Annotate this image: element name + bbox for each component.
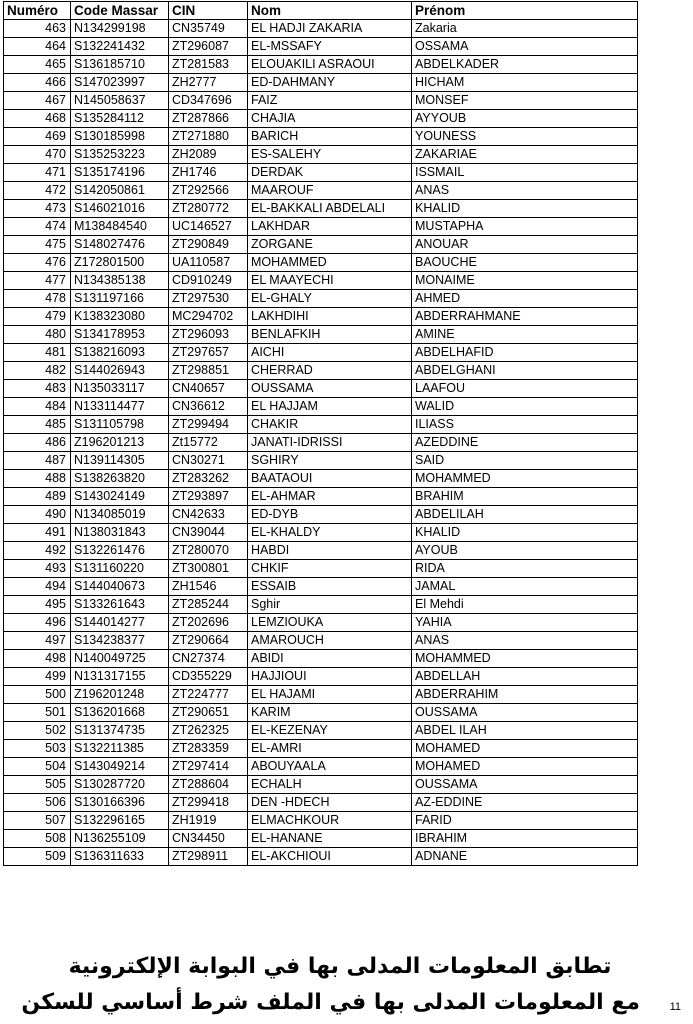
table-row (4, 578, 638, 596)
cell-numero: 487 (4, 452, 71, 470)
table-row (4, 452, 638, 470)
cell-prenom: OUSSAMA (412, 704, 638, 722)
cell-nom: Sghir (248, 596, 412, 614)
cell-prenom: RIDA (412, 560, 638, 578)
cell-prenom: MONSEF (412, 92, 638, 110)
cell-nom: HABDI (248, 542, 412, 560)
table-row (4, 326, 638, 344)
cell-cin: Zt15772 (169, 434, 248, 452)
cell-prenom: ABDELLAH (412, 668, 638, 686)
cell-numero: 492 (4, 542, 71, 560)
cell-nom: ED-DAHMANY (248, 74, 412, 92)
table-row (4, 20, 638, 38)
cell-prenom: KHALID (412, 524, 638, 542)
cell-numero: 507 (4, 812, 71, 830)
cell-prenom: ABDERRAHMANE (412, 308, 638, 326)
cell-code-massar: S142050861 (71, 182, 169, 200)
cell-numero: 470 (4, 146, 71, 164)
cell-numero: 494 (4, 578, 71, 596)
table-row (4, 524, 638, 542)
cell-nom: ELMACHKOUR (248, 812, 412, 830)
cell-cin: CN42633 (169, 506, 248, 524)
table-row (4, 650, 638, 668)
table-row (4, 218, 638, 236)
cell-nom: LAKHDAR (248, 218, 412, 236)
cell-numero: 500 (4, 686, 71, 704)
cell-nom: CHKIF (248, 560, 412, 578)
cell-numero: 476 (4, 254, 71, 272)
cell-cin: CN34450 (169, 830, 248, 848)
cell-nom: AMAROUCH (248, 632, 412, 650)
cell-cin: ZT283359 (169, 740, 248, 758)
cell-nom: EL-AHMAR (248, 488, 412, 506)
cell-nom: AICHI (248, 344, 412, 362)
table-row (4, 110, 638, 128)
table-row (4, 182, 638, 200)
cell-nom: ESSAIB (248, 578, 412, 596)
cell-numero: 480 (4, 326, 71, 344)
cell-nom: EL-AMRI (248, 740, 412, 758)
table-row (4, 668, 638, 686)
cell-prenom: OSSAMA (412, 38, 638, 56)
table-row (4, 560, 638, 578)
table-row (4, 38, 638, 56)
cell-prenom: YAHIA (412, 614, 638, 632)
cell-numero: 471 (4, 164, 71, 182)
cell-prenom: AMINE (412, 326, 638, 344)
table-row (4, 794, 638, 812)
cell-code-massar: N133114477 (71, 398, 169, 416)
cell-prenom: Zakaria (412, 20, 638, 38)
header-code-massar: Code Massar (71, 2, 169, 20)
cell-numero: 473 (4, 200, 71, 218)
cell-code-massar: S143049214 (71, 758, 169, 776)
cell-prenom: JAMAL (412, 578, 638, 596)
cell-code-massar: Z196201248 (71, 686, 169, 704)
cell-prenom: AZ-EDDINE (412, 794, 638, 812)
cell-cin: ZT280772 (169, 200, 248, 218)
cell-cin: ZT288604 (169, 776, 248, 794)
cell-nom: CHERRAD (248, 362, 412, 380)
cell-numero: 474 (4, 218, 71, 236)
cell-numero: 508 (4, 830, 71, 848)
table-row (4, 236, 638, 254)
cell-cin: UC146527 (169, 218, 248, 236)
table-row (4, 758, 638, 776)
cell-code-massar: N134085019 (71, 506, 169, 524)
cell-prenom: MOHAMMED (412, 650, 638, 668)
cell-code-massar: S136185710 (71, 56, 169, 74)
notice-line-2: مع المعلومات المدلى بها في الملف شرط أساسي للسكن (21, 990, 640, 1015)
cell-prenom: IBRAHIM (412, 830, 638, 848)
table-row (4, 74, 638, 92)
cell-numero: 501 (4, 704, 71, 722)
table-body (4, 20, 638, 866)
cell-nom: LAKHDIHI (248, 308, 412, 326)
cell-cin: CN35749 (169, 20, 248, 38)
cell-code-massar: S131105798 (71, 416, 169, 434)
header-nom: Nom (248, 2, 412, 20)
cell-numero: 486 (4, 434, 71, 452)
cell-code-massar: N136255109 (71, 830, 169, 848)
cell-cin: CN39044 (169, 524, 248, 542)
cell-prenom: ABDELKADER (412, 56, 638, 74)
cell-code-massar: N138031843 (71, 524, 169, 542)
table-row (4, 308, 638, 326)
cell-code-massar: S138263820 (71, 470, 169, 488)
table-row (4, 704, 638, 722)
cell-code-massar: S130166396 (71, 794, 169, 812)
cell-nom: EL-MSSAFY (248, 38, 412, 56)
cell-numero: 464 (4, 38, 71, 56)
cell-cin: CD347696 (169, 92, 248, 110)
cell-cin: UA110587 (169, 254, 248, 272)
cell-code-massar: S143024149 (71, 488, 169, 506)
cell-prenom: ABDEL ILAH (412, 722, 638, 740)
cell-cin: ZT297657 (169, 344, 248, 362)
cell-prenom: SAID (412, 452, 638, 470)
table-row (4, 398, 638, 416)
cell-code-massar: S136311633 (71, 848, 169, 866)
cell-code-massar: S135284112 (71, 110, 169, 128)
cell-nom: FAIZ (248, 92, 412, 110)
cell-numero: 465 (4, 56, 71, 74)
page-number: 11 (669, 1001, 681, 1013)
table-row (4, 434, 638, 452)
cell-nom: EL-AKCHIOUI (248, 848, 412, 866)
cell-nom: MAAROUF (248, 182, 412, 200)
cell-code-massar: S134238377 (71, 632, 169, 650)
cell-prenom: MOHAMED (412, 740, 638, 758)
table-row (4, 254, 638, 272)
table-row (4, 146, 638, 164)
header-cin: CIN (169, 2, 248, 20)
cell-cin: ZT202696 (169, 614, 248, 632)
cell-numero: 503 (4, 740, 71, 758)
cell-nom: EL-BAKKALI ABDELALI (248, 200, 412, 218)
table-row (4, 776, 638, 794)
cell-prenom: LAAFOU (412, 380, 638, 398)
cell-code-massar: Z172801500 (71, 254, 169, 272)
cell-cin: ZT285244 (169, 596, 248, 614)
cell-prenom: AHMED (412, 290, 638, 308)
cell-cin: CD910249 (169, 272, 248, 290)
cell-numero: 498 (4, 650, 71, 668)
cell-nom: EL-KHALDY (248, 524, 412, 542)
cell-nom: EL HAJAMI (248, 686, 412, 704)
cell-code-massar: S136201668 (71, 704, 169, 722)
cell-nom: EL-KEZENAY (248, 722, 412, 740)
cell-prenom: FARID (412, 812, 638, 830)
cell-nom: ELOUAKILI ASRAOUI (248, 56, 412, 74)
cell-cin: CN30271 (169, 452, 248, 470)
table-row (4, 614, 638, 632)
cell-prenom: WALID (412, 398, 638, 416)
cell-code-massar: S130287720 (71, 776, 169, 794)
table-row (4, 812, 638, 830)
cell-cin: ZH2777 (169, 74, 248, 92)
table-row (4, 92, 638, 110)
table-row (4, 848, 638, 866)
cell-code-massar: N139114305 (71, 452, 169, 470)
cell-numero: 488 (4, 470, 71, 488)
cell-cin: ZT281583 (169, 56, 248, 74)
cell-nom: MOHAMMED (248, 254, 412, 272)
cell-numero: 490 (4, 506, 71, 524)
cell-code-massar: M138484540 (71, 218, 169, 236)
cell-nom: SGHIRY (248, 452, 412, 470)
cell-numero: 469 (4, 128, 71, 146)
table-header-row (4, 2, 638, 20)
cell-numero: 499 (4, 668, 71, 686)
cell-numero: 463 (4, 20, 71, 38)
cell-prenom: ADNANE (412, 848, 638, 866)
cell-cin: ZT299418 (169, 794, 248, 812)
cell-cin: ZT290651 (169, 704, 248, 722)
cell-numero: 489 (4, 488, 71, 506)
cell-prenom: AZEDDINE (412, 434, 638, 452)
cell-cin: ZT297414 (169, 758, 248, 776)
cell-prenom: ANAS (412, 182, 638, 200)
cell-cin: ZT287866 (169, 110, 248, 128)
cell-numero: 504 (4, 758, 71, 776)
cell-code-massar: S132296165 (71, 812, 169, 830)
cell-nom: ECHALH (248, 776, 412, 794)
cell-nom: EL HAJJAM (248, 398, 412, 416)
cell-numero: 509 (4, 848, 71, 866)
cell-numero: 505 (4, 776, 71, 794)
notice-line-1: تطابق المعلومات المدلى بها في البوابة الإلكترونية (68, 954, 612, 979)
table-row (4, 128, 638, 146)
cell-nom: DEN -HDECH (248, 794, 412, 812)
cell-code-massar: S131197166 (71, 290, 169, 308)
cell-numero: 479 (4, 308, 71, 326)
cell-prenom: ILIASS (412, 416, 638, 434)
cell-numero: 493 (4, 560, 71, 578)
cell-code-massar: K138323080 (71, 308, 169, 326)
cell-code-massar: N131317155 (71, 668, 169, 686)
cell-cin: ZT290664 (169, 632, 248, 650)
cell-nom: CHAJIA (248, 110, 412, 128)
cell-cin: ZT298851 (169, 362, 248, 380)
cell-prenom: ISSMAIL (412, 164, 638, 182)
table-row (4, 632, 638, 650)
cell-code-massar: S130185998 (71, 128, 169, 146)
table-row (4, 416, 638, 434)
cell-cin: CD355229 (169, 668, 248, 686)
cell-cin: ZT290849 (169, 236, 248, 254)
cell-nom: ABIDI (248, 650, 412, 668)
table-row (4, 380, 638, 398)
cell-cin: ZH1546 (169, 578, 248, 596)
cell-numero: 478 (4, 290, 71, 308)
cell-numero: 472 (4, 182, 71, 200)
cell-cin: CN40657 (169, 380, 248, 398)
cell-code-massar: S135174196 (71, 164, 169, 182)
cell-numero: 484 (4, 398, 71, 416)
cell-code-massar: S147023997 (71, 74, 169, 92)
cell-numero: 506 (4, 794, 71, 812)
cell-numero: 468 (4, 110, 71, 128)
table-row (4, 290, 638, 308)
cell-code-massar: S144040673 (71, 578, 169, 596)
cell-prenom: HICHAM (412, 74, 638, 92)
cell-prenom: ZAKARIAE (412, 146, 638, 164)
cell-nom: BENLAFKIH (248, 326, 412, 344)
cell-code-massar: N145058637 (71, 92, 169, 110)
cell-code-massar: S144014277 (71, 614, 169, 632)
cell-prenom: ANAS (412, 632, 638, 650)
cell-nom: EL MAAYECHI (248, 272, 412, 290)
cell-code-massar: Z196201213 (71, 434, 169, 452)
cell-nom: BAATAOUI (248, 470, 412, 488)
cell-cin: ZT292566 (169, 182, 248, 200)
cell-numero: 483 (4, 380, 71, 398)
cell-numero: 467 (4, 92, 71, 110)
table-row (4, 740, 638, 758)
cell-code-massar: S132211385 (71, 740, 169, 758)
cell-prenom: MOHAMED (412, 758, 638, 776)
cell-cin: CN27374 (169, 650, 248, 668)
cell-code-massar: S132261476 (71, 542, 169, 560)
cell-prenom: OUSSAMA (412, 776, 638, 794)
cell-prenom: AYYOUB (412, 110, 638, 128)
cell-nom: EL-HANANE (248, 830, 412, 848)
cell-cin: ZT298911 (169, 848, 248, 866)
cell-code-massar: S131160220 (71, 560, 169, 578)
cell-nom: EL-GHALY (248, 290, 412, 308)
table-row (4, 470, 638, 488)
cell-numero: 485 (4, 416, 71, 434)
cell-code-massar: S135253223 (71, 146, 169, 164)
table-row (4, 596, 638, 614)
cell-nom: BARICH (248, 128, 412, 146)
cell-nom: LEMZIOUKA (248, 614, 412, 632)
cell-numero: 496 (4, 614, 71, 632)
cell-nom: ED-DYB (248, 506, 412, 524)
cell-cin: ZT283262 (169, 470, 248, 488)
cell-prenom: ABDELILAH (412, 506, 638, 524)
cell-prenom: MUSTAPHA (412, 218, 638, 236)
cell-numero: 481 (4, 344, 71, 362)
table-row (4, 272, 638, 290)
cell-code-massar: S146021016 (71, 200, 169, 218)
cell-cin: MC294702 (169, 308, 248, 326)
cell-numero: 495 (4, 596, 71, 614)
cell-code-massar: S148027476 (71, 236, 169, 254)
cell-code-massar: N135033117 (71, 380, 169, 398)
table-row (4, 506, 638, 524)
cell-nom: KARIM (248, 704, 412, 722)
cell-numero: 477 (4, 272, 71, 290)
cell-code-massar: S133261643 (71, 596, 169, 614)
cell-numero: 475 (4, 236, 71, 254)
cell-prenom: BAOUCHE (412, 254, 638, 272)
cell-nom: ABOUYAALA (248, 758, 412, 776)
cell-cin: ZH1919 (169, 812, 248, 830)
cell-code-massar: N140049725 (71, 650, 169, 668)
cell-code-massar: N134385138 (71, 272, 169, 290)
cell-nom: EL HADJI ZAKARIA (248, 20, 412, 38)
table-row (4, 488, 638, 506)
table-row (4, 344, 638, 362)
cell-cin: ZT297530 (169, 290, 248, 308)
table-row (4, 164, 638, 182)
cell-prenom: KHALID (412, 200, 638, 218)
cell-code-massar: S132241432 (71, 38, 169, 56)
cell-numero: 502 (4, 722, 71, 740)
cell-code-massar: S134178953 (71, 326, 169, 344)
header-prenom: Prénom (412, 2, 638, 20)
table-row (4, 362, 638, 380)
cell-nom: JANATI-IDRISSI (248, 434, 412, 452)
cell-nom: ZORGANE (248, 236, 412, 254)
cell-cin: CN36612 (169, 398, 248, 416)
cell-code-massar: S144026943 (71, 362, 169, 380)
cell-nom: DERDAK (248, 164, 412, 182)
cell-prenom: ANOUAR (412, 236, 638, 254)
cell-prenom: BRAHIM (412, 488, 638, 506)
cell-prenom: YOUNESS (412, 128, 638, 146)
cell-cin: ZT280070 (169, 542, 248, 560)
cell-nom: ES-SALEHY (248, 146, 412, 164)
cell-code-massar: N134299198 (71, 20, 169, 38)
cell-cin: ZH1746 (169, 164, 248, 182)
cell-cin: ZT296087 (169, 38, 248, 56)
cell-nom: HAJJIOUI (248, 668, 412, 686)
cell-prenom: El Mehdi (412, 596, 638, 614)
cell-cin: ZH2089 (169, 146, 248, 164)
cell-code-massar: S131374735 (71, 722, 169, 740)
table-row (4, 830, 638, 848)
students-table (3, 1, 638, 866)
cell-prenom: AYOUB (412, 542, 638, 560)
table-row (4, 542, 638, 560)
cell-cin: ZT296093 (169, 326, 248, 344)
cell-prenom: MONAIME (412, 272, 638, 290)
cell-numero: 491 (4, 524, 71, 542)
cell-prenom: ABDELHAFID (412, 344, 638, 362)
cell-cin: ZT224777 (169, 686, 248, 704)
table-row (4, 200, 638, 218)
cell-numero: 482 (4, 362, 71, 380)
cell-code-massar: S138216093 (71, 344, 169, 362)
header-numero: Numéro (4, 2, 71, 20)
cell-numero: 497 (4, 632, 71, 650)
table-row (4, 686, 638, 704)
cell-prenom: ABDERRAHIM (412, 686, 638, 704)
table-row (4, 722, 638, 740)
cell-nom: OUSSAMA (248, 380, 412, 398)
cell-prenom: ABDELGHANI (412, 362, 638, 380)
cell-numero: 466 (4, 74, 71, 92)
cell-prenom: MOHAMMED (412, 470, 638, 488)
cell-cin: ZT299494 (169, 416, 248, 434)
table-row (4, 56, 638, 74)
cell-cin: ZT293897 (169, 488, 248, 506)
cell-cin: ZT271880 (169, 128, 248, 146)
cell-cin: ZT300801 (169, 560, 248, 578)
cell-cin: ZT262325 (169, 722, 248, 740)
cell-nom: CHAKIR (248, 416, 412, 434)
